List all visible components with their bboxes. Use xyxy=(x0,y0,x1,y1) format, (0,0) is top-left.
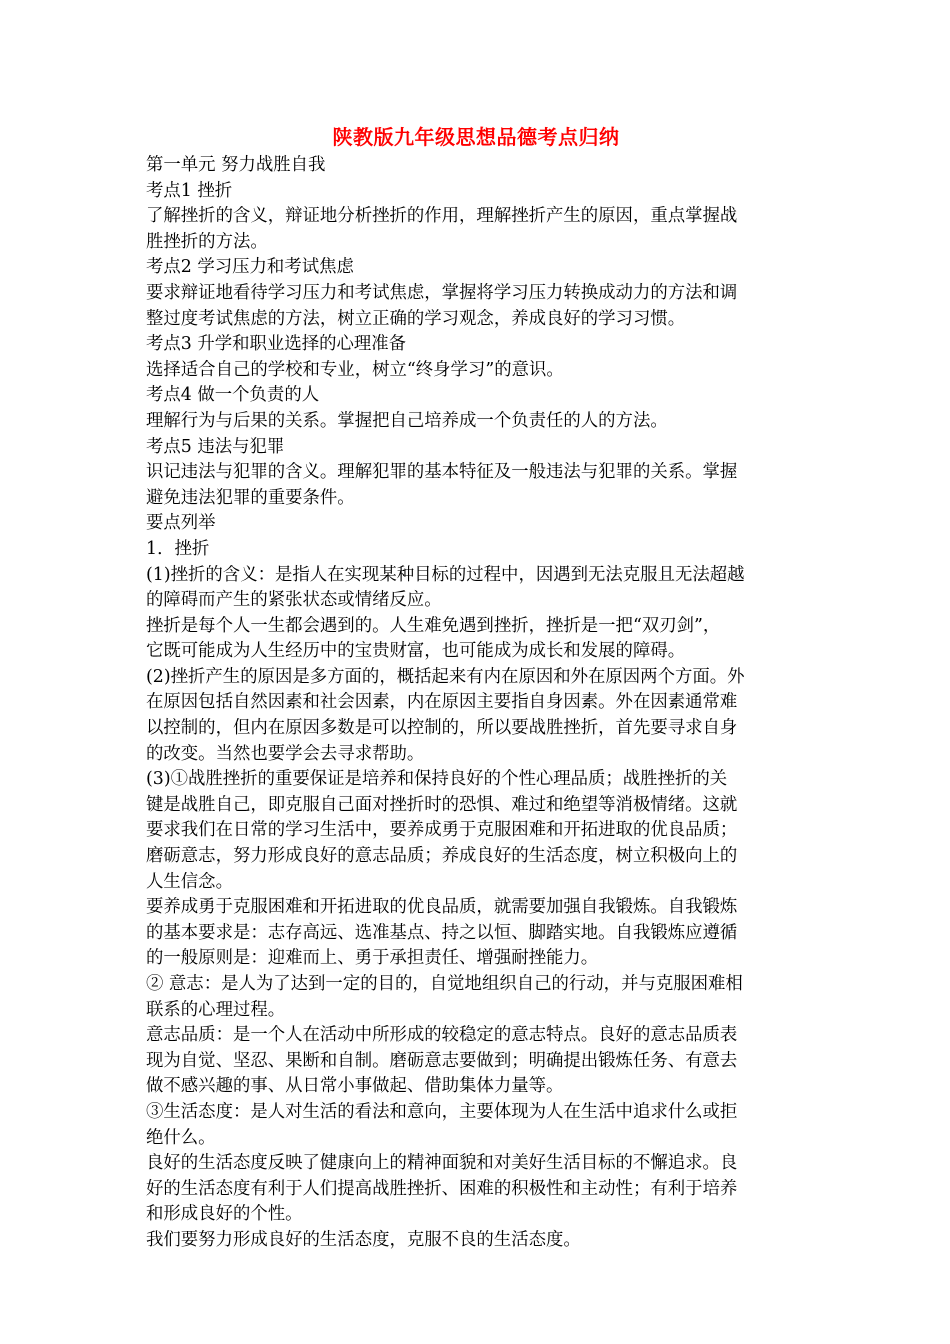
text-line: 联系的心理过程。 xyxy=(146,999,286,1020)
text-line: 在原因包括自然因素和社会因素，内在原因主要指自身因素。外在因素通常难 xyxy=(146,692,738,713)
text-line: 考点2 学习压力和考试焦虑 xyxy=(146,257,354,278)
text-line: 的障碍而产生的紧张状态或情绪反应。 xyxy=(146,590,442,611)
text-line: 胜挫折的方法。 xyxy=(146,231,268,252)
text-line: 考点3 升学和职业选择的心理准备 xyxy=(146,334,407,355)
text-line: (3)①战胜挫折的重要保证是培养和保持良好的个性心理品质；战胜挫折的关 xyxy=(146,769,728,790)
text-line: 意志品质：是一个人在活动中所形成的较稳定的意志特点。良好的意志品质表 xyxy=(146,1025,738,1046)
text-line: 现为自觉、坚忍、果断和自制。磨砺意志要做到；明确提出锻炼任务、有意去 xyxy=(146,1050,738,1071)
text-line: 1．挫折 xyxy=(146,538,210,559)
text-line: 人生信念。 xyxy=(146,871,233,892)
text-line: 磨砺意志，努力形成良好的意志品质；养成良好的生活态度，树立积极向上的 xyxy=(146,846,738,867)
text-line: 整过度考试焦虑的方法，树立正确的学习观念，养成良好的学习习惯。 xyxy=(146,308,686,329)
text-line: 我们要努力形成良好的生活态度，克服不良的生活态度。 xyxy=(146,1229,581,1250)
text-line: 良好的生活态度反映了健康向上的精神面貌和对美好生活目标的不懈追求。良 xyxy=(146,1153,738,1174)
text-line: 了解挫折的含义，辩证地分析挫折的作用，理解挫折产生的原因，重点掌握战 xyxy=(146,206,738,227)
text-line: ② 意志：是人为了达到一定的目的，自觉地组织自己的行动，并与克服困难相 xyxy=(146,974,743,994)
text-line: 选择适合自己的学校和专业，树立“终身学习”的意识。 xyxy=(146,359,564,380)
text-line: 绝什么。 xyxy=(146,1127,216,1148)
text-line: 键是战胜自己，即克服自己面对挫折时的恐惧、难过和绝望等消极情绪。这就 xyxy=(146,794,738,815)
text-line: 第一单元 努力战胜自我 xyxy=(146,155,326,175)
text-line: 要求辩证地看待学习压力和考试焦虑，掌握将学习压力转换成动力的方法和调 xyxy=(146,282,738,303)
document-page xyxy=(146,123,806,1254)
text-line: 避免违法犯罪的重要条件。 xyxy=(146,487,355,508)
text-line: (2)挫折产生的原因是多方面的，概括起来有内在原因和外在原因两个方面。外 xyxy=(146,666,745,687)
document-title: 陕教版九年级思想品德考点归纳 xyxy=(332,125,620,149)
document-body xyxy=(146,153,806,1254)
text-line: 做不感兴趣的事、从日常小事做起、借助集体力量等。 xyxy=(146,1076,564,1097)
text-line: 的一般原则是：迎难而上、勇于承担责任、增强耐挫能力。 xyxy=(146,948,599,969)
text-line: 考点5 违法与犯罪 xyxy=(146,436,285,457)
text-line: 的基本要求是：志存高远、选准基点、持之以恒、脚踏实地。自我锻炼应遵循 xyxy=(146,922,738,943)
text-line: 考点1 挫折 xyxy=(146,180,233,201)
text-line: 和形成良好的个性。 xyxy=(146,1204,303,1225)
text-line: 的改变。当然也要学会去寻求帮助。 xyxy=(146,743,425,764)
text-line: 考点4 做一个负责的人 xyxy=(146,385,320,406)
text-line: 理解行为与后果的关系。掌握把自己培养成一个负责任的人的方法。 xyxy=(146,410,668,431)
text-line: (1)挫折的含义：是指人在实现某种目标的过程中，因遇到无法克服且无法超越 xyxy=(146,564,745,585)
text-line: 要求我们在日常的学习生活中，要养成勇于克服困难和开拓进取的优良品质； xyxy=(146,820,738,841)
text-line: 以控制的，但内在原因多数是可以控制的，所以要战胜挫折，首先要寻求自身 xyxy=(146,718,738,739)
text-line: 好的生活态度有利于人们提高战胜挫折、困难的积极性和主动性；有利于培养 xyxy=(146,1178,738,1199)
text-line: 要养成勇于克服困难和开拓进取的优良品质，就需要加强自我锻炼。自我锻炼 xyxy=(146,897,738,918)
text-line: 挫折是每个人一生都会遇到的。人生难免遇到挫折，挫折是一把“双刃剑”， xyxy=(146,615,721,636)
text-line: 要点列举 xyxy=(146,513,216,534)
text-line: ③生活态度：是人对生活的看法和意向，主要体现为人在生活中追求什么或拒 xyxy=(146,1101,738,1122)
text-line: 它既可能成为人生经历中的宝贵财富，也可能成为成长和发展的障碍。 xyxy=(146,641,686,662)
text-line: 识记违法与犯罪的含义。理解犯罪的基本特征及一般违法与犯罪的关系。掌握 xyxy=(146,462,738,483)
